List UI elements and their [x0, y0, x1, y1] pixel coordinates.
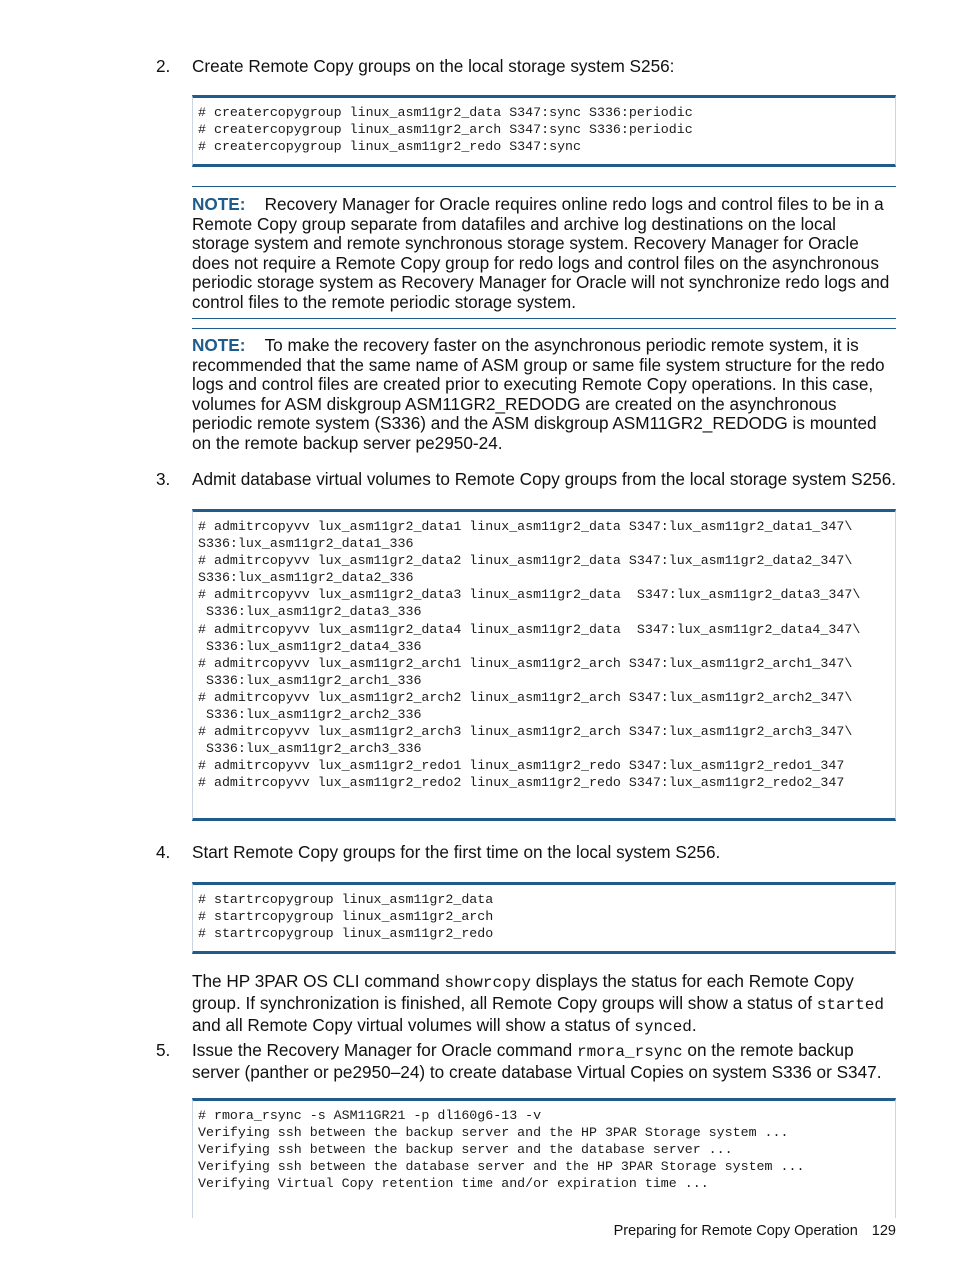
- note-text: To make the recovery faster on the asynchronous periodic remote system, it is recommended that the same name of ASM group or same file system structure for the redo logs and control files are created prior to executing Remote Copy operations. In this case, volumes for ASM diskgroup ASM11GR2_REDODG are created on the asynchronous periodic remote system (S336) and the ASM diskgroup ASM11GR2_REDODG is mounted on the remote backup server pe2950-24.: [192, 335, 885, 453]
- note-text: Recovery Manager for Oracle requires online redo logs and control files to be in a Remote Copy group separate from datafiles and archive log destinations on the local storage system and remote synchronous storage system. Recovery Manager for Oracle does not require a Remote Copy group for redo logs and control files on the asynchronous periodic storage system as Recovery Manager for Oracle will not synchronize redo logs and control files to the remote periodic storage system.: [192, 194, 890, 312]
- inline-command: showrcopy: [444, 974, 531, 992]
- footer-section-title: Preparing for Remote Copy Operation: [613, 1223, 858, 1239]
- note-label: NOTE:: [192, 335, 246, 355]
- code-text: # rmora_rsync -s ASM11GR21 -p dl160g6-13 -v Verifying ssh between the backup server and the HP 3PAR Storage system ... Verifying ssh between the backup server and the database server ... Verifying ssh between the database server and the HP 3PAR Storage system ... Verifying Virtual Copy retention time and/or expiration time ...: [198, 1108, 805, 1192]
- status-paragraph: [192, 972, 898, 1037]
- page-footer: [614, 1223, 896, 1239]
- step-number: 2.: [156, 56, 171, 76]
- inline-status: started: [816, 995, 885, 1014]
- inline-status: synced: [634, 1017, 692, 1036]
- note-label: NOTE:: [192, 194, 246, 214]
- note-2: [192, 336, 898, 454]
- page-number: 129: [871, 1223, 896, 1239]
- text-run: and all Remote Copy virtual volumes will show a status of: [192, 1014, 635, 1035]
- text-run: Issue the Recovery Manager for Oracle command: [192, 1040, 577, 1060]
- code-text: # admitrcopyvv lux_asm11gr2_data1 linux_asm11gr2_data S347:lux_asm11gr2_data1_347\ S336:lux_asm11gr2_data1_336 # admitrcopyvv lux_asm11gr2_data2 linux_asm11gr2_data S347:lux_asm11gr2_data2_347\ S336:lux_asm11gr2_data2_336 # admitrcopyvv lux_asm11gr2_data3 linux_asm11gr2_data S347:lux_asm11gr2_data3_347\ S336:lux_asm11gr2_data3_336 # admitrcopyvv lux_asm11gr2_data4 linux_asm11gr2_data S347:lux_asm11gr2_data4_347\ S336:lux_asm11gr2_data4_336 # admitrcopyvv lux_asm11gr2_arch1 linux_asm11gr2_arch S347:lux_asm11gr2_arch1_347\ S336:lux_asm11gr2_arch1_336 # admitrcopyvv lux_asm11gr2_arch2 linux_asm11gr2_arch S347:lux_asm11gr2_arch2_347\ S336:lux_asm11gr2_arch2_336 # admitrcopyvv lux_asm11gr2_arch3 linux_asm11gr2_arch S347:lux_asm11gr2_arch3_347\ S336:lux_asm11gr2_arch3_336 # admitrcopyvv lux_asm11gr2_redo1 linux_asm11gr2_redo S347:lux_asm11gr2_redo1_347 # admitrcopyvv lux_asm11gr2_redo2 linux_asm11gr2_redo S347:lux_asm11gr2_redo2_347: [198, 519, 861, 791]
- text-run: displays the status for each Remote Copy group. If synchronization is finished, all Remote Copy groups will show a status of: [192, 971, 854, 1013]
- note-rule-top: [192, 328, 896, 329]
- text-run: The HP 3PAR OS CLI command: [192, 971, 445, 991]
- step-text: Admit database virtual volumes to Remote Copy groups from the local storage system S256.: [192, 469, 897, 489]
- text-run: on the remote backup server (panther or pe2950–24) to create database Virtual Copies on system S336 or S347.: [192, 1040, 882, 1082]
- note-rule-bottom: [192, 318, 896, 319]
- code-text: # creatercopygroup linux_asm11gr2_data S347:sync S336:periodic # creatercopygroup linux_asm11gr2_arch S347:sync S336:periodic # creatercopygroup linux_asm11gr2_redo S347:sync: [198, 105, 693, 155]
- note-1: [192, 195, 898, 313]
- code-block-start-groups: [192, 882, 896, 954]
- inline-command: rmora_rsync: [576, 1043, 683, 1061]
- text-run: .: [691, 1014, 697, 1035]
- code-block-create-groups: [192, 95, 896, 167]
- code-block-rsync: [192, 1098, 896, 1218]
- step-text: Start Remote Copy groups for the first time on the local system S256.: [192, 842, 721, 862]
- step-number: 5.: [156, 1040, 171, 1060]
- code-block-admit-vv: [192, 509, 896, 821]
- step-text: [192, 1040, 898, 1082]
- step-text: Create Remote Copy groups on the local storage system S256:: [192, 56, 675, 76]
- note-rule-top: [192, 186, 896, 187]
- step-number: 4.: [156, 842, 171, 862]
- code-text: # startrcopygroup linux_asm11gr2_data # startrcopygroup linux_asm11gr2_arch # startrcopygroup linux_asm11gr2_redo: [198, 892, 494, 942]
- step-number: 3.: [156, 469, 171, 489]
